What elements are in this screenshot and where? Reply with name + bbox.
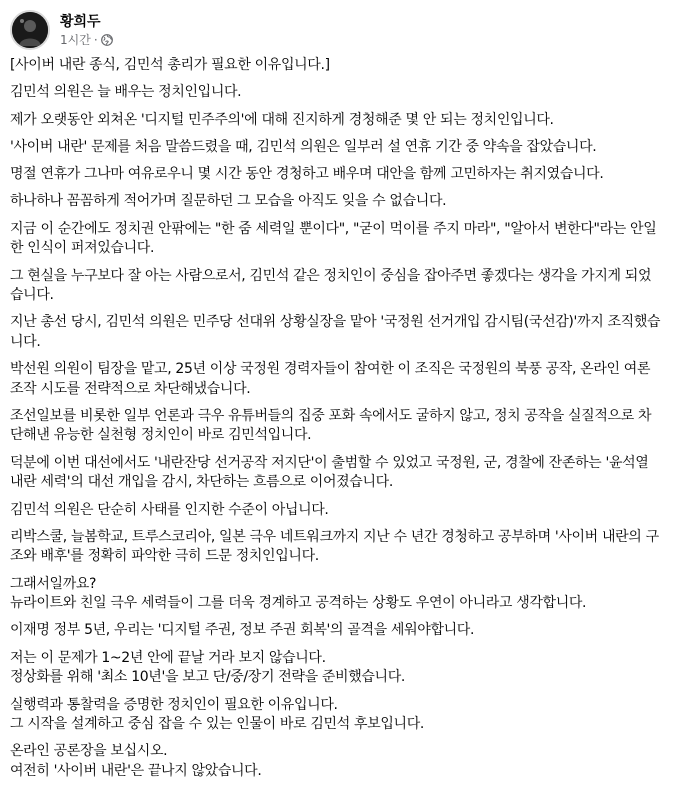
paragraph-line: 리박스쿨, 늘봄학교, 트루스코리아, 일본 극우 네트워크까지 지난 수 년간 경청하고 공부하며 '사이버 내란의 구	[10, 528, 659, 545]
paragraph-line: 박선원 의원이 팀장을 맡고, 25년 이상 국정원 경력자들이 참여한 이 조직은 국정원의 북풍 공작, 온라인 여론	[10, 361, 651, 378]
paragraph-line: 여전히 '사이버 내란'은 끝나지 않았습니다.	[10, 762, 262, 779]
post-paragraph	[10, 575, 676, 614]
post-paragraph	[10, 407, 676, 446]
paragraph-line: 지난 총선 당시, 김민석 의원은 민주당 선대위 상황실장을 맡아 '국정원 선거개입 감시팀(국선감)'까지 조직했습	[10, 314, 661, 331]
post-paragraph	[10, 56, 676, 76]
paragraph-line: 덕분에 이번 대선에서도 '내란잔당 선거공작 저지단'이 출범할 수 있었고 국정원, 군, 경찰에 잔존하는 '윤석열	[10, 454, 649, 471]
paragraph-line: 습니다.	[10, 287, 54, 304]
paragraph-line: 조와 배후'를 정확히 파악한 극히 드문 정치인입니다.	[10, 548, 319, 565]
post-paragraph	[10, 454, 676, 493]
paragraph-line: 그 현실을 누구보다 잘 아는 사람으로서, 김민석 같은 정치인이 중심을 잡아주면 좋겠다는 생각을 가지게 되었	[10, 267, 652, 284]
post-paragraph	[10, 742, 676, 781]
post-paragraph	[10, 220, 676, 259]
post-paragraph	[10, 313, 676, 352]
author-avatar[interactable]	[10, 10, 50, 50]
post-paragraph	[10, 83, 676, 103]
post-paragraph	[10, 501, 676, 521]
paragraph-line: 그 시작을 설계하고 중심 잡을 수 있는 인물이 바로 김민석 후보입니다.	[10, 716, 424, 733]
paragraph-line: 제가 오랫동안 외쳐온 '디지털 민주주의'에 대해 진지하게 경청해준 몇 안 되는 정치인입니다.	[10, 111, 554, 128]
paragraph-line: '사이버 내란' 문제를 처음 말씀드렸을 때, 김민석 의원은 일부러 설 연휴 기간 중 약속을 잡았습니다.	[10, 138, 597, 155]
paragraph-line: 김민석 의원은 단순히 사태를 인지한 수준이 아닙니다.	[10, 501, 329, 518]
post-paragraph	[10, 649, 676, 688]
paragraph-line: 그래서일까요?	[10, 575, 97, 592]
post-paragraph	[10, 696, 676, 735]
post-paragraph	[10, 111, 676, 131]
avatar-image	[12, 12, 48, 48]
paragraph-line: 지금 이 순간에도 정치권 안팎에는 "한 줌 세력일 뿐이다", "굳이 먹이를 주지 마라", "알아서 변한다"라는 안일	[10, 220, 657, 237]
paragraph-line: 하나하나 꼼꼼하게 적어가며 질문하던 그 모습을 아직도 잊을 수 없습니다.	[10, 193, 447, 210]
paragraph-line: 명절 연휴가 그나마 여유로우니 몇 시간 동안 경청하고 배우며 대안을 함께 고민하자는 취지였습니다.	[10, 166, 604, 183]
paragraph-line: 실행력과 통찰력을 증명한 정치인이 필요한 이유입니다.	[10, 696, 338, 713]
separator-dot: ·	[93, 32, 98, 47]
post-paragraph	[10, 138, 676, 158]
paragraph-line: 한 인식이 퍼져있습니다.	[10, 240, 155, 257]
paragraph-line: 내란 세력'의 대선 개입을 감시, 차단하는 흐름으로 이어졌습니다.	[10, 474, 393, 491]
globe-icon[interactable]	[101, 34, 113, 46]
post-paragraph	[10, 528, 676, 567]
post-paragraph	[10, 192, 676, 212]
paragraph-line: [사이버 내란 종식, 김민석 총리가 필요한 이유입니다.]	[10, 57, 330, 73]
paragraph-line: 온라인 공론장을 보십시오.	[10, 743, 168, 760]
paragraph-line: 저는 이 문제가 1~2년 안에 끝날 거라 보지 않습니다.	[10, 649, 326, 666]
post-time[interactable]: 1시간	[60, 32, 91, 47]
post-header	[10, 9, 113, 51]
paragraph-line: 정상화를 위해 '최소 10년'을 보고 단/중/장기 전략을 준비했습니다.	[10, 669, 405, 686]
author-name[interactable]: 황희두	[60, 13, 101, 30]
post-paragraph	[10, 360, 676, 399]
post-paragraph	[10, 165, 676, 185]
paragraph-line: 뉴라이트와 친일 극우 세력들이 그를 더욱 경계하고 공격하는 상황도 우연이 아니라고 생각합니다.	[10, 595, 587, 612]
paragraph-line: 단해낸 유능한 실천형 정치인이 바로 김민석입니다.	[10, 427, 312, 444]
paragraph-line: 김민석 의원은 늘 배우는 정치인입니다.	[10, 84, 242, 101]
post-paragraph	[10, 621, 676, 641]
paragraph-line: 조작 시도를 전략적으로 차단해냈습니다.	[10, 380, 251, 397]
post-body	[10, 56, 676, 789]
post-subline	[60, 32, 113, 48]
paragraph-line: 이재명 정부 5년, 우리는 '디지털 주권, 정보 주권 회복'의 골격을 세워야합니다.	[10, 622, 475, 639]
post-meta	[60, 13, 113, 48]
post-paragraph	[10, 267, 676, 306]
paragraph-line: 조선일보를 비롯한 일부 언론과 극우 유튜버들의 집중 포화 속에서도 굴하지 않고, 정치 공작을 실질적으로 차	[10, 407, 652, 424]
paragraph-line: 니다.	[10, 333, 41, 350]
